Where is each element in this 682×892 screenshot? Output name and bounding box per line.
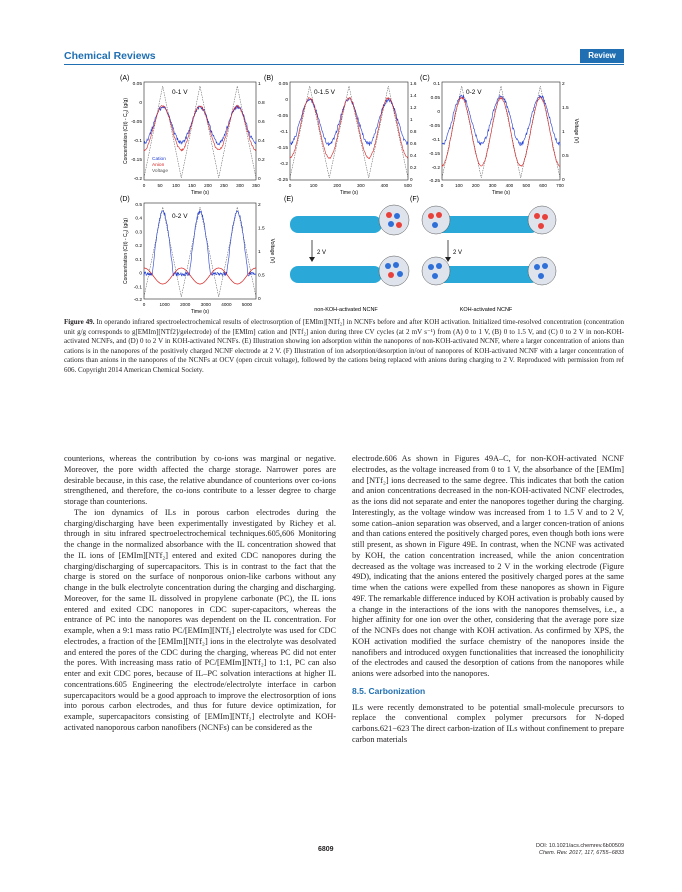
figure-caption-label: Figure 49.	[64, 318, 95, 326]
b-y2tick: 1.2	[410, 105, 417, 110]
zoom-bubble-e-top	[379, 205, 409, 235]
header-rule	[64, 64, 624, 65]
panel-d-voltage: 0-2 V	[172, 213, 188, 220]
legend-anion: Anion	[152, 163, 165, 168]
panel-c	[420, 75, 579, 196]
b-y2tick: 0	[410, 177, 413, 182]
left-paragraph-2: The ion dynamics of ILs in porous carbon electrodes during the charging/discharging have been experimentally investigated by Richey et al. through in situ infrared spectroelectrochemical techniques.605,606 Monitoring the change in the normalized absorbance with the IL concentration showed that the IL ions of [EMIm][NTf₂] entered and exited CDC nanopores during the charging/discharging of supercapacitors. This is in contrast to the fact that the charge is stored on the surface of nonporous onion-like carbons without any change in the bulk electrolyte concentration during the charging and discharging. Moreover, for the same IL dissolved in propylene carbonate (PC), the IL ions entered and exited CDC nanopores in CDC super-capacitors, whereas the entrance of PC into the nanopores was dependent on the IL concentration. For example, when a 9:1 mass ratio PC/[EMIm][NTf₂] electrolyte was used for CDC electrodes, a fraction of the [EMIm][NTf₂] ions in the electrolyte was desolvated and entered the pores of the CDC during the charging, whereas PC did not enter the pores. With increasing mass ratio of PC/[EMIm][NTf₂] to 1:1, PC can also enter and exit CDC pores, because of IL–PC solvation interactions at higher IL concentrations.605 Engineering the electrode/electrolyte interface in carbon supercapacitors would be a good approach to improve the electrosorption of ions into porous carbon electrodes, and thus for future device optimization, for example, supercapacitors consisting of [EMIm][NTf₂] electrolyte and KOH-activated nanoporous carbon nanofibers (NCNFs) can be considered as the	[64, 507, 336, 732]
panel-e	[284, 196, 409, 313]
anion-curve	[144, 105, 256, 151]
b-xlabel: Time (s)	[339, 190, 359, 196]
right-paragraph-2: ILs were recently demonstrated to be potential small-molecule precursors to replace the conventional complex polymer precursors for N-doped carbons.621−623 The direct carbon-ization of ILs without confinement to prepare carbon materials	[352, 702, 624, 744]
c-ytick: 0.05	[430, 96, 440, 101]
d-ylabel: Concentration $(C(t) - C_0)$ (g/g)	[123, 217, 130, 285]
d-ytick: -0.2	[133, 298, 142, 303]
d-ytick: 0.5	[135, 203, 142, 208]
doi-link[interactable]: DOI: 10.1021/acs.chemrev.6b00509	[536, 843, 624, 849]
panel-e-label: (E)	[284, 196, 294, 203]
d-ytick: 0.3	[135, 230, 142, 236]
article-type-badge: Review	[580, 49, 624, 63]
c-xtick: 0	[440, 183, 444, 188]
panel-f-label: (F)	[410, 196, 419, 203]
left-column	[64, 454, 336, 734]
b-y2tick: 0.8	[410, 129, 417, 134]
cation-curve	[442, 95, 560, 146]
a-xtick: 50	[157, 183, 163, 188]
d-xtick: 4000	[221, 302, 232, 307]
fiber-top-e	[290, 216, 382, 233]
c-y2tick: 1	[562, 130, 565, 135]
zoom-bubble-f-bottom-right	[528, 257, 556, 285]
anion-curve	[290, 98, 408, 159]
c-ytick: -0.1	[431, 138, 440, 143]
zoom-bubble-f-bottom-left	[422, 257, 450, 285]
fiber-bottom-e	[290, 266, 382, 283]
a-ytick: -0.2	[133, 177, 142, 182]
d-xtick: 3000	[200, 302, 211, 307]
d-ytick: 0.4	[135, 216, 142, 222]
panel-c-voltage: 0-2 V	[466, 89, 482, 96]
a-ytick: 0	[139, 101, 142, 106]
c-xtick: 200	[471, 183, 480, 188]
b-y2tick: 0.2	[410, 165, 417, 170]
b-y2tick: 1.6	[410, 81, 417, 86]
c-ytick: 0	[437, 110, 440, 115]
panel-c-label: (C)	[420, 75, 430, 82]
a-xtick: 200	[204, 183, 212, 188]
anion-curve	[144, 268, 256, 284]
a-y2tick: 0	[258, 177, 261, 182]
arrow-f-label: 2 V	[453, 250, 463, 256]
d-ytick: -0.1	[133, 285, 142, 291]
section-heading: 8.5. Carbonization	[352, 685, 426, 696]
citation: Chem. Rev. 2017, 117, 6755−6833	[539, 850, 624, 856]
figure-caption-text: In operando infrared spectroelectrochemical results of electrosorption of [EMIm][NTf₂] in NCNFs before and after KOH activation. Initialized time-resolved concentration (concentration unit g/g corresponds to g[EMIm][NTf2]/gelectrode) of the [EMIm] cation and [NTf₂] anion during three CV cycles (at 2 mV s⁻¹) from (A) 0 to 1 V, (B) 0 to 1.5 V, and (C) 0 to 2 V in non-KOH-activated NCNFs, and (D) 0 to 2 V in KOH-activated NCNFs. (E) Illustration showing ion adsorption within the nanopores of non-KOH-activated NCNF, where a larger concentration of anions than cations is in the nanopores of the positively charged NCNF electrode at 2 V. (F) Illustration of ion adsorption/desorption in/out of nanopores of KOH-activated NCNF with a larger concentration of cations than anions in the nanopores of the NCNFs at OCV (open circuit voltage), followed by the cations being replaced with anions during charging to 2 V. Reproduced with permission from ref 606. Copyright 2014 American Chemical Society.	[64, 318, 625, 374]
c-xtick: 300	[488, 183, 497, 188]
b-ytick: 0	[285, 98, 288, 103]
arrow-e-label: 2 V	[317, 250, 327, 256]
d-ytick: 0	[139, 271, 142, 277]
c-ytick: -0.2	[431, 166, 440, 171]
cation-curve	[144, 211, 256, 277]
b-ytick: -0.2	[279, 162, 288, 167]
b-xtick: 300	[356, 183, 365, 188]
panel-e-caption: non-KOH-activated NCNF	[314, 307, 378, 313]
panel-f-caption: KOH-activated NCNF	[459, 307, 513, 313]
zoom-bubble-e-bottom	[379, 256, 409, 286]
panel-a-voltage: 0-1 V	[172, 89, 188, 96]
cation-curve	[144, 105, 256, 145]
cation-curve	[290, 99, 408, 146]
legend-cation: Cation	[152, 157, 166, 162]
d-xtick: 0	[142, 302, 146, 307]
b-y2tick: 1	[410, 117, 413, 122]
c-y2tick: 0	[562, 178, 565, 183]
c-y2tick: 2	[562, 82, 565, 87]
panel-a-label: (A)	[120, 75, 130, 82]
a-xtick: 0	[142, 183, 146, 188]
b-ytick: -0.05	[277, 114, 288, 119]
left-paragraph-1: counterions, whereas the contribution by co-ions was marginal or negative. Moreover, the pore width affected the charge storage. Narrower pores are desirable because, in this case, the relative abundance of counterions over co-ions strengthened, and therefore, the co-ions contribute to a lesser degree to charge storage than counterions.	[64, 454, 336, 506]
panel-d-label: (D)	[120, 196, 130, 203]
b-ytick: -0.1	[279, 130, 288, 135]
c-y2label: Voltage (V)	[573, 118, 579, 144]
a-y2tick: 0.6	[258, 120, 265, 125]
a-y2tick: 1	[258, 82, 261, 87]
d-ytick: 0.2	[135, 244, 142, 250]
d-y2tick: 0.5	[258, 273, 265, 279]
arrow-e-head	[309, 257, 315, 262]
a-xtick: 100	[172, 183, 180, 188]
c-y2tick: 0.5	[562, 154, 569, 159]
panel-d-frame	[144, 203, 256, 299]
c-xtick: 500	[522, 183, 531, 188]
a-xtick: 250	[220, 183, 228, 188]
b-xtick: 200	[333, 183, 342, 188]
d-y2tick: 1.5	[258, 226, 265, 232]
c-xlabel: Time (s)	[491, 190, 511, 196]
d-y2tick: 2	[258, 203, 261, 208]
panel-f	[410, 196, 556, 313]
d-xtick: 2000	[180, 302, 191, 307]
c-ytick: -0.25	[429, 179, 440, 184]
d-xtick: 1000	[159, 302, 170, 307]
d-ytick: 0.1	[135, 257, 142, 263]
panel-b-voltage: 0-1.5 V	[314, 89, 335, 96]
d-y2label: Voltage (V)	[269, 238, 275, 264]
b-xtick: 400	[380, 183, 389, 188]
c-xtick: 600	[539, 183, 547, 188]
figure-49	[64, 70, 624, 316]
a-ytick: 0.05	[132, 82, 142, 87]
c-xtick: 400	[505, 183, 514, 188]
d-y2tick: 1	[258, 250, 261, 255]
c-xtick: 100	[455, 183, 463, 188]
a-ytick: -0.1	[133, 139, 142, 144]
b-y2tick: 1.4	[410, 93, 417, 98]
right-paragraph-1: electrode.606 As shown in Figures 49A–C, for non-KOH-activated NCNF electrodes, as the voltage increased from 0 to 1 V, the absorbance of the [EMIm] and [NTf₂] ions decreased to the same degree. This indicates that both the cation and anion concentrations decreased in the non-KOH-activated NCNF electrodes, as the ions did not separate and enter the nanopores together during the charging. Interestingly, as the voltage window was increased from 1 to 1.5 V and to 2 V, some cation–anion separation was observed, and a larger concen-tration of anions and than cations entered the positively charged pores, even though both ions were still present, as shown in Figure 49E. In contrast, when the NCNF was activated by KOH, the cation concentration increased, while the anion concentration decreased as the voltage was increased to 2 V in the working electrode (Figure 49D), indicating that the anions entered the positively charged pores at the same time when the cations were expelled from these nanopores as shown in Figure 49F. The remarkable difference induced by KOH activation is probably caused by a change in the interactions of the ions with the nanopores themselves, i.e., a higher affinity for one ion over the other, considering that the average pore size of the NCNFs does not change with KOH activation. As confirmed by XPS, the KOH activation modified the surface chemistry of the nanopores inside the nanofibers and introduced oxygen functionalities that increased the ionophilicity of the electrodes and caused the desorption of cations from the nanopores while anions were adsorbed into the nanopores.	[352, 454, 624, 678]
zoom-bubble-f-top-left	[422, 206, 450, 234]
anion-curve	[442, 97, 560, 167]
d-xlabel: Time (s)	[190, 309, 210, 315]
a-y2tick: 0.2	[258, 158, 265, 163]
c-ytick: 0.1	[433, 82, 440, 87]
b-y2tick: 0.4	[410, 153, 417, 158]
b-ytick: -0.25	[277, 178, 288, 183]
zoom-bubble-f-top-right	[528, 206, 556, 234]
a-ytick: -0.15	[131, 158, 142, 163]
panel-a	[120, 75, 265, 196]
a-y2tick: 0.8	[258, 101, 265, 106]
a-xtick: 300	[236, 183, 244, 188]
d-xtick: 5000	[241, 302, 253, 307]
panel-b-label: (B)	[264, 75, 274, 82]
a-xtick: 150	[188, 183, 196, 188]
a-xtick: 350	[252, 183, 260, 188]
c-ytick: -0.15	[429, 152, 440, 157]
panel-b	[264, 75, 417, 196]
b-xtick: 0	[288, 183, 292, 188]
c-y2tick: 1.5	[562, 106, 569, 111]
d-y2tick: 0	[258, 297, 261, 302]
b-ytick: 0.05	[278, 82, 288, 87]
page-number: 6809	[318, 846, 334, 853]
b-y2tick: 0.6	[410, 141, 417, 146]
c-ytick: -0.05	[429, 124, 440, 129]
a-ylabel: Concentration $(C(t) - C_0)$ (g/g)	[123, 97, 130, 165]
panel-d	[120, 196, 275, 315]
b-xtick: 500	[404, 183, 412, 188]
a-ytick: -0.05	[131, 120, 142, 125]
b-xtick: 100	[309, 183, 318, 188]
a-xlabel: Time (s)	[190, 190, 210, 196]
legend-voltage: Voltage	[152, 169, 169, 174]
c-xtick: 700	[556, 183, 564, 188]
a-y2tick: 0.4	[258, 139, 265, 144]
b-ytick: -0.15	[277, 146, 288, 151]
figure-caption	[64, 318, 624, 376]
panel-b-frame	[290, 82, 408, 180]
right-column	[352, 454, 624, 746]
doi-block	[500, 843, 624, 857]
journal-name: Chemical Reviews	[64, 50, 156, 62]
